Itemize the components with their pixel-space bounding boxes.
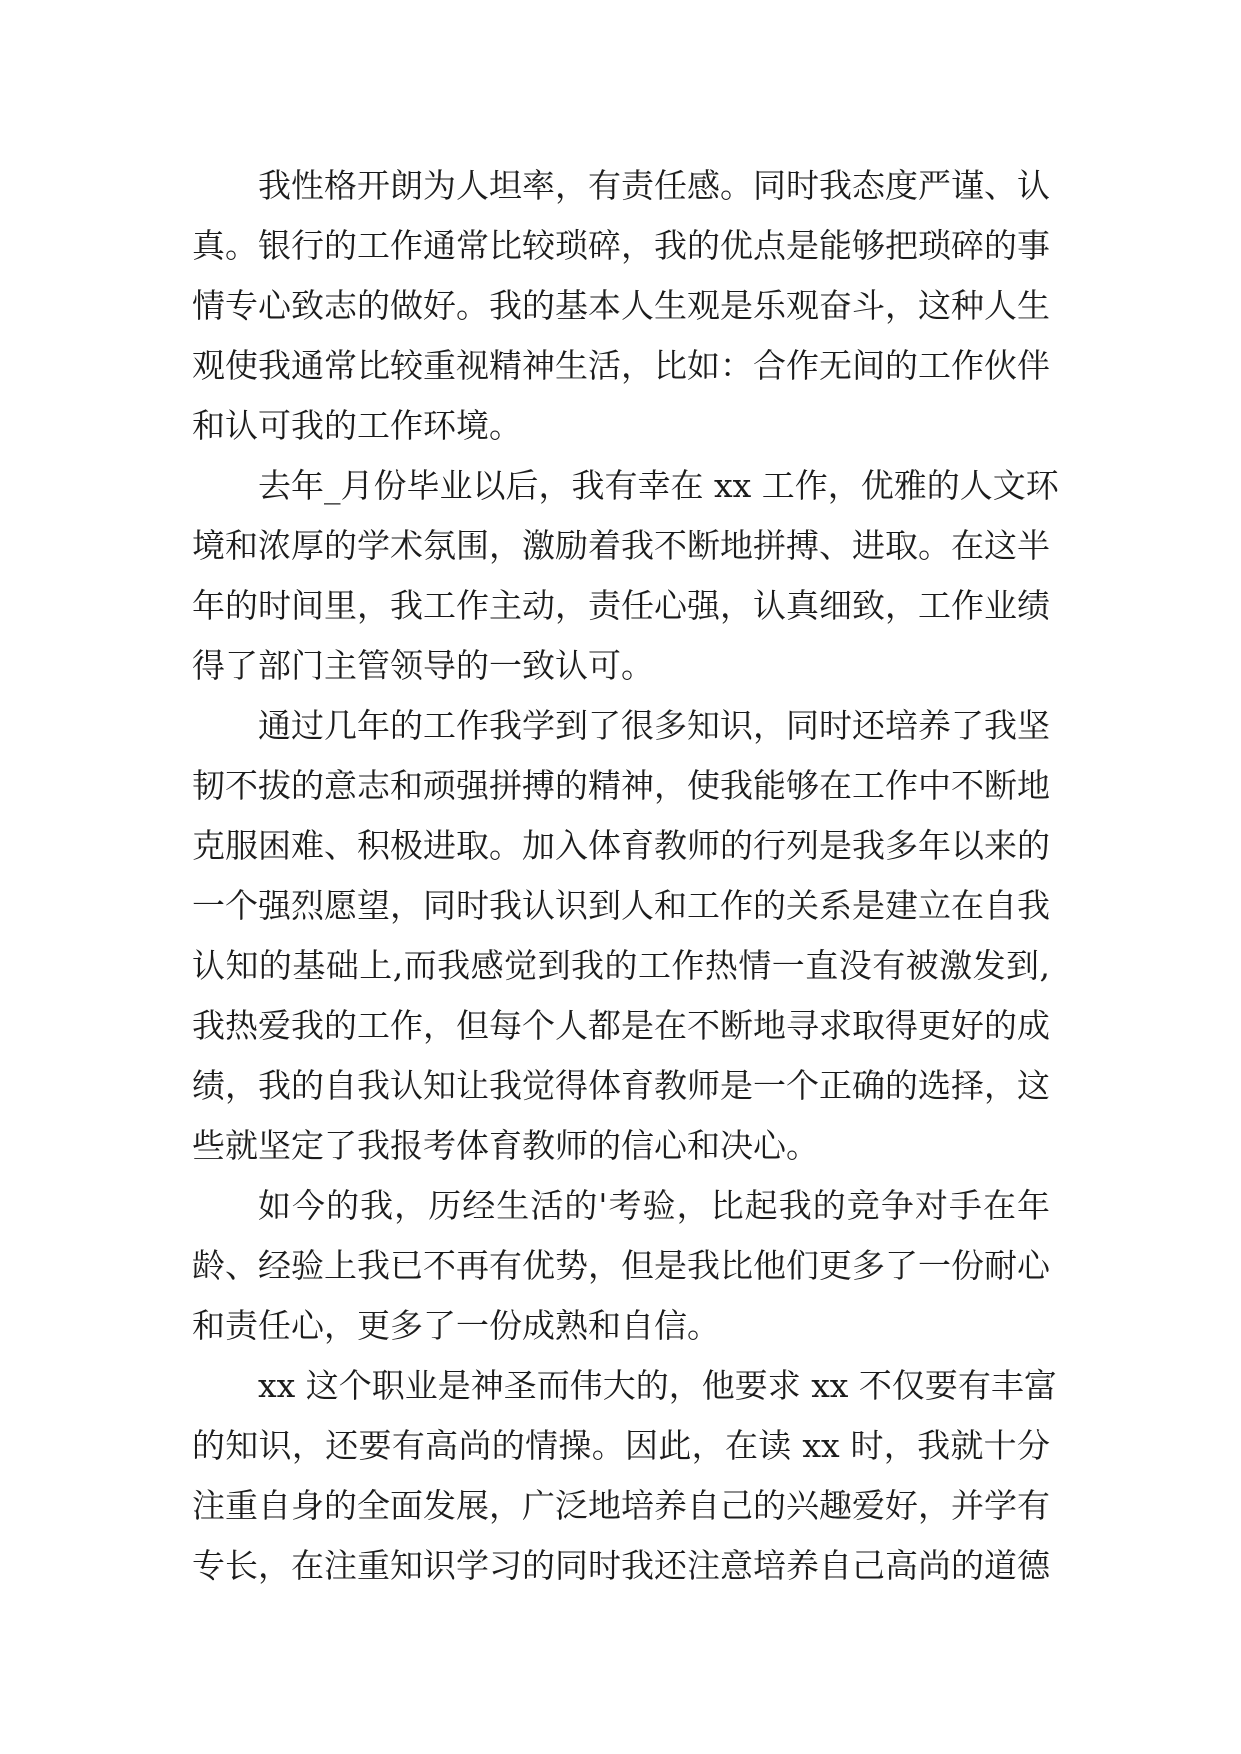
- paragraph-line: 克服困难、积极进取。加入体育教师的行列是我多年以来的: [192, 826, 1050, 865]
- paragraph-3: [192, 696, 1050, 1176]
- paragraph-1: [192, 156, 1050, 456]
- paragraph-line: 观使我通常比较重视精神生活，比如：合作无间的工作伙伴: [192, 346, 1050, 385]
- paragraph-line: 通过几年的工作我学到了很多知识，同时还培养了我坚: [258, 706, 1050, 745]
- paragraph-line: 和认可我的工作环境。: [192, 406, 522, 445]
- paragraph-line: 去年_月份毕业以后，我有幸在 xx 工作，优雅的人文环: [258, 466, 1059, 505]
- paragraph-line: 些就坚定了我报考体育教师的信心和决心。: [192, 1126, 819, 1165]
- paragraph-line: 的知识，还要有高尚的情操。因此，在读 xx 时，我就十分: [192, 1426, 1050, 1465]
- paragraph-line: xx 这个职业是神圣而伟大的，他要求 xx 不仅要有丰富: [258, 1366, 1057, 1405]
- paragraph-line: 真。银行的工作通常比较琐碎，我的优点是能够把琐碎的事: [192, 226, 1050, 265]
- paragraph-2: [192, 456, 1059, 696]
- paragraph-line: 如今的我，历经生活的'考验，比起我的竞争对手在年: [258, 1186, 1050, 1225]
- paragraph-line: 韧不拔的意志和顽强拼搏的精神，使我能够在工作中不断地: [192, 766, 1050, 805]
- paragraph-line: 年的时间里，我工作主动，责任心强，认真细致，工作业绩: [192, 586, 1050, 625]
- paragraph-line: 一个强烈愿望，同时我认识到人和工作的关系是建立在自我: [192, 886, 1050, 925]
- paragraph-line: 得了部门主管领导的一致认可。: [192, 646, 654, 685]
- paragraph-line: 注重自身的全面发展，广泛地培养自己的兴趣爱好，并学有: [192, 1486, 1050, 1525]
- paragraph-line: 我热爱我的工作，但每个人都是在不断地寻求取得更好的成: [192, 1006, 1050, 1045]
- paragraph-line: 龄、经验上我已不再有优势，但是我比他们更多了一份耐心: [192, 1246, 1050, 1285]
- paragraph-line: 情专心致志的做好。我的基本人生观是乐观奋斗，这种人生: [192, 286, 1050, 325]
- paragraph-line: 境和浓厚的学术氛围，激励着我不断地拼搏、进取。在这半: [192, 526, 1050, 565]
- paragraph-line: 和责任心，更多了一份成熟和自信。: [192, 1306, 720, 1345]
- paragraph-line: 绩，我的自我认知让我觉得体育教师是一个正确的选择，这: [192, 1066, 1050, 1105]
- document-body: [192, 156, 1059, 1596]
- paragraph-5: [192, 1356, 1057, 1596]
- paragraph-line: 认知的基础上,而我感觉到我的工作热情一直没有被激发到,: [192, 946, 1050, 985]
- paragraph-line: 我性格开朗为人坦率，有责任感。同时我态度严谨、认: [258, 166, 1050, 205]
- paragraph-4: [192, 1176, 1050, 1356]
- paragraph-line: 专长，在注重知识学习的同时我还注意培养自己高尚的道德: [192, 1546, 1050, 1585]
